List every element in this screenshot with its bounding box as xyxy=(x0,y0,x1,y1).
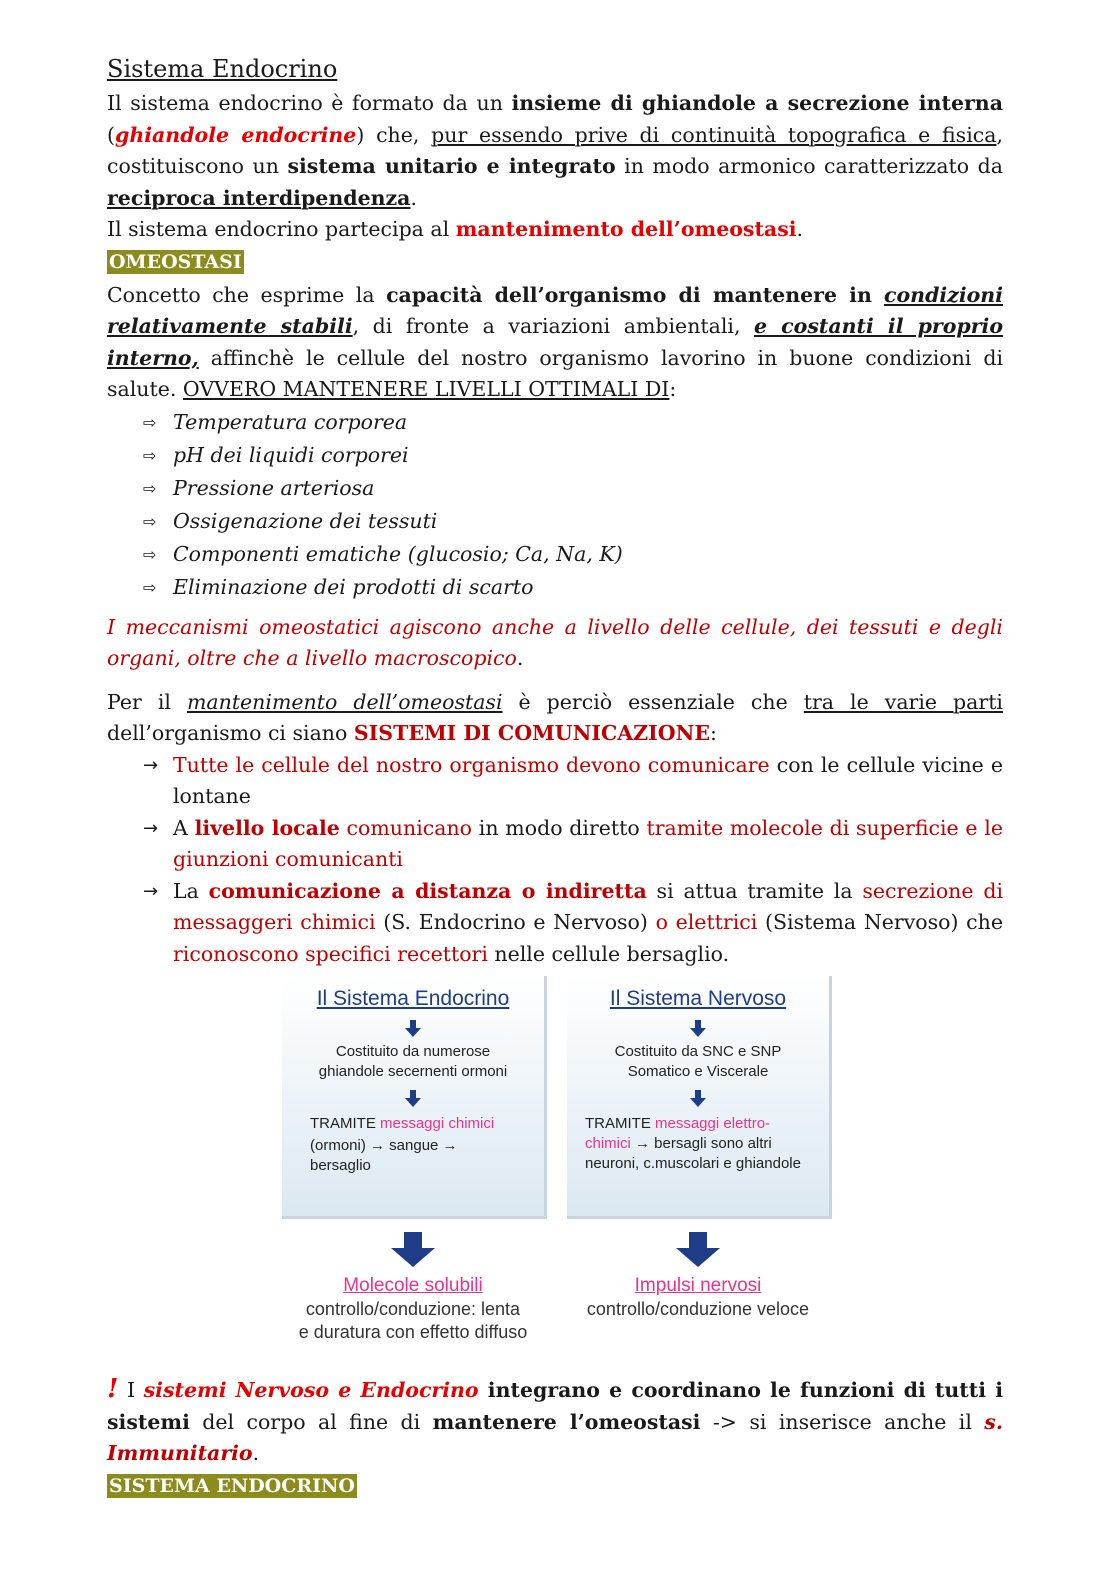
list-item xyxy=(143,876,1003,971)
arrow-right-icon: ⇨ xyxy=(143,511,157,531)
list-item-text: Eliminazione dei prodotti di scarto xyxy=(173,574,534,599)
intro-text: Il sistema endocrino è formato da un xyxy=(107,91,512,115)
arrow-down-icon xyxy=(675,1232,721,1268)
arrow-right-icon: ⇨ xyxy=(143,544,157,564)
comm-item-red: comunicano xyxy=(339,815,473,840)
systems-diagram xyxy=(282,976,830,1364)
endocrine-box-header: Il Sistema Endocrino xyxy=(316,987,510,1010)
concept-paragraph xyxy=(107,280,1003,406)
endocrine-result-title: Molecole solubili xyxy=(343,1275,483,1296)
nervous-desc-line: Somatico e Viscerale xyxy=(627,1063,769,1080)
comm-item-red: Tutte le cellule del nostro organismo devono comunicare xyxy=(173,752,770,777)
arrow-right-icon: → xyxy=(143,817,159,839)
list-item xyxy=(143,406,1003,439)
nervous-via-text: → bersagli sono altri xyxy=(630,1135,772,1152)
endocrine-via-text: (ormoni) → sangue → xyxy=(310,1137,458,1154)
closing-text: I xyxy=(118,1378,144,1402)
nervous-via xyxy=(567,1114,829,1174)
comm-underlined: tra le varie parti xyxy=(803,689,1003,714)
concept-bold: capacità dell’organismo di mantenere in xyxy=(386,282,885,307)
mechanisms-text: . xyxy=(516,646,524,670)
intro-text: . xyxy=(410,185,417,210)
nervous-via-pink: chimici xyxy=(585,1135,631,1152)
levels-list xyxy=(107,406,1003,604)
nervous-result-title: Impulsi nervosi xyxy=(634,1275,762,1296)
list-item xyxy=(143,750,1003,813)
intro-text: , costituiscono un xyxy=(107,122,1003,178)
concept-bold-italic: condizioni relativamente stabili xyxy=(107,282,1003,338)
list-item xyxy=(143,571,1003,604)
comm-item-text: La xyxy=(173,878,209,903)
page-title: Sistema Endocrino xyxy=(107,55,338,83)
arrow-down-icon xyxy=(404,1020,422,1038)
endocrine-desc-line: Costituito da numerose xyxy=(335,1043,491,1060)
arrow-down-icon xyxy=(689,1090,707,1108)
arrow-right-icon: ⇨ xyxy=(143,478,157,498)
concept-text: affinchè le cellule del nostro organismo lavorino in buone condizioni di salute. xyxy=(107,345,1003,401)
list-item xyxy=(143,538,1003,571)
concept-text: , di fronte a variazioni ambientali, xyxy=(352,314,754,338)
arrow-down-icon xyxy=(404,1090,422,1108)
closing-paragraph xyxy=(107,1374,1003,1470)
list-item-text: pH dei liquidi corporei xyxy=(173,442,409,467)
list-item xyxy=(143,813,1003,876)
closing-bold: mantenere l’omeostasi xyxy=(432,1409,701,1434)
omeo-text: . xyxy=(796,217,804,241)
omeo-red-term: mantenimento dell’omeostasi xyxy=(455,217,797,241)
comm-item-red-bold: livello locale xyxy=(194,815,340,840)
list-item-text: Componenti ematiche (glucosio; Ca, Na, K) xyxy=(173,541,623,566)
intro-text: in modo armonico caratterizzato da xyxy=(615,154,1003,178)
comm-item-text: (S. Endocrino e Nervoso) xyxy=(375,910,656,934)
endocrine-desc-line: ghiandole secernenti ormoni xyxy=(318,1063,508,1080)
list-item xyxy=(143,505,1003,538)
list-item-text: Ossigenazione dei tessuti xyxy=(173,508,438,533)
comm-text: : xyxy=(709,721,717,745)
comm-item-text: (Sistema Nervoso) che xyxy=(757,910,1003,934)
mechanisms-paragraph xyxy=(107,612,1003,675)
concept-text: Concetto che esprime la xyxy=(107,282,387,307)
intro-text: ( xyxy=(107,122,115,147)
intro-bold: insieme di ghiandole a secrezione interna xyxy=(511,91,1003,115)
nervous-box xyxy=(567,976,832,1219)
list-item xyxy=(143,439,1003,472)
endocrine-box xyxy=(282,976,547,1219)
comm-text: è perciò essenziale che xyxy=(502,689,804,714)
intro-red-term: ghiandole endocrine xyxy=(115,122,357,147)
nervous-result-line: controllo/conduzione veloce xyxy=(586,1299,810,1319)
comm-item-red: secrezione di messaggeri chimici xyxy=(173,878,1003,934)
arrow-right-icon: ⇨ xyxy=(143,577,157,597)
list-item-text: Pressione arteriosa xyxy=(173,475,375,500)
closing-text: -> si inserisce anche il xyxy=(700,1409,985,1434)
endocrine-via-text: bersaglio xyxy=(310,1157,371,1174)
concept-underlined: OVVERO MANTENERE LIVELLI OTTIMALI DI xyxy=(182,377,670,401)
intro-underlined: pur essendo prive di continuità topografica e fisica xyxy=(431,122,997,147)
list-item-text: Temperatura corporea xyxy=(173,409,408,434)
arrow-down-icon xyxy=(390,1232,436,1268)
communication-list xyxy=(107,750,1003,971)
endocrine-via xyxy=(282,1114,544,1176)
nervous-via-text: neuroni, c.muscolari e ghiandole xyxy=(585,1155,801,1172)
arrow-down-icon xyxy=(689,1020,707,1038)
arrow-right-icon: → xyxy=(143,754,159,776)
intro-bold: sistema unitario e integrato xyxy=(287,154,616,178)
endocrine-result-line: controllo/conduzione: lenta xyxy=(305,1299,521,1319)
omeostasi-line xyxy=(107,214,1003,246)
closing-text: . xyxy=(252,1441,260,1465)
endocrine-result-line: e duratura con effetto diffuso xyxy=(298,1322,528,1342)
nervous-desc-line: Costituito da SNC e SNP xyxy=(614,1043,782,1060)
omeo-text: Il sistema endocrino partecipa al xyxy=(107,217,456,241)
comm-item-red: o elettrici xyxy=(655,910,758,934)
comm-item-red-bold: comunicazione a distanza o indiretta xyxy=(208,878,647,903)
arrow-right-icon: ⇨ xyxy=(143,445,157,465)
section-badge-omeostasi: OMEOSTASI xyxy=(109,250,242,273)
comm-item-text: in modo diretto xyxy=(472,815,647,840)
comm-item-red: tramite molecole di superficie e le giunzioni comunicanti xyxy=(173,815,1003,871)
nervous-box-header: Il Sistema Nervoso xyxy=(609,987,787,1010)
intro-paragraph xyxy=(107,88,1003,214)
concept-bold-italic: e costanti il proprio interno, xyxy=(107,314,1004,370)
diagram-results xyxy=(282,1222,830,1362)
document-page xyxy=(107,54,1003,1504)
concept-text: : xyxy=(669,377,677,401)
list-item xyxy=(143,472,1003,505)
comm-text: Per il xyxy=(107,689,187,714)
closing-red-term: s. Immunitario xyxy=(107,1409,1003,1465)
nervous-description xyxy=(567,1042,829,1082)
closing-text: del corpo al fine di xyxy=(189,1409,433,1434)
closing-bold: integrano e coordinano le funzioni di tutti i sistemi xyxy=(107,1378,1003,1434)
endocrine-result xyxy=(282,1222,544,1344)
comm-text: dell’organismo ci siano xyxy=(107,721,354,745)
comm-item-text: si attua tramite la xyxy=(646,878,863,903)
comm-underlined-italic: mantenimento dell’omeostasi xyxy=(186,689,503,714)
intro-bold-underlined: reciproca interdipendenza xyxy=(107,185,411,210)
comm-item-text: con le cellule vicine e lontane xyxy=(173,752,1003,808)
closing-red-term: sistemi Nervoso e Endocrino xyxy=(143,1378,479,1402)
section-badge-sistema-endocrino: SISTEMA ENDOCRINO xyxy=(109,1474,355,1497)
comm-item-text: A xyxy=(173,815,195,840)
nervous-result xyxy=(567,1222,829,1321)
endocrine-via-pink: messaggi chimici xyxy=(380,1115,495,1132)
arrow-right-icon: ⇨ xyxy=(143,412,157,432)
communication-intro xyxy=(107,687,1003,750)
endocrine-description xyxy=(282,1042,544,1082)
intro-text: ) che, xyxy=(356,122,432,147)
nervous-via-text: TRAMITE xyxy=(585,1115,655,1132)
arrow-right-icon: → xyxy=(143,880,159,902)
mechanisms-text: I meccanismi omeostatici agiscono anche a livello delle cellule, dei tessuti e degli organi, oltre che a livello macroscopico xyxy=(107,614,1003,670)
comm-red-term: SISTEMI DI COMUNICAZIONE xyxy=(353,721,710,745)
exclamation-icon: ! xyxy=(107,1374,119,1404)
endocrine-via-text: TRAMITE xyxy=(310,1115,380,1132)
comm-item-text: nelle cellule bersaglio. xyxy=(487,941,730,966)
comm-item-red: riconoscono specifici recettori xyxy=(173,941,488,966)
nervous-via-pink: messaggi elettro- xyxy=(655,1115,771,1132)
